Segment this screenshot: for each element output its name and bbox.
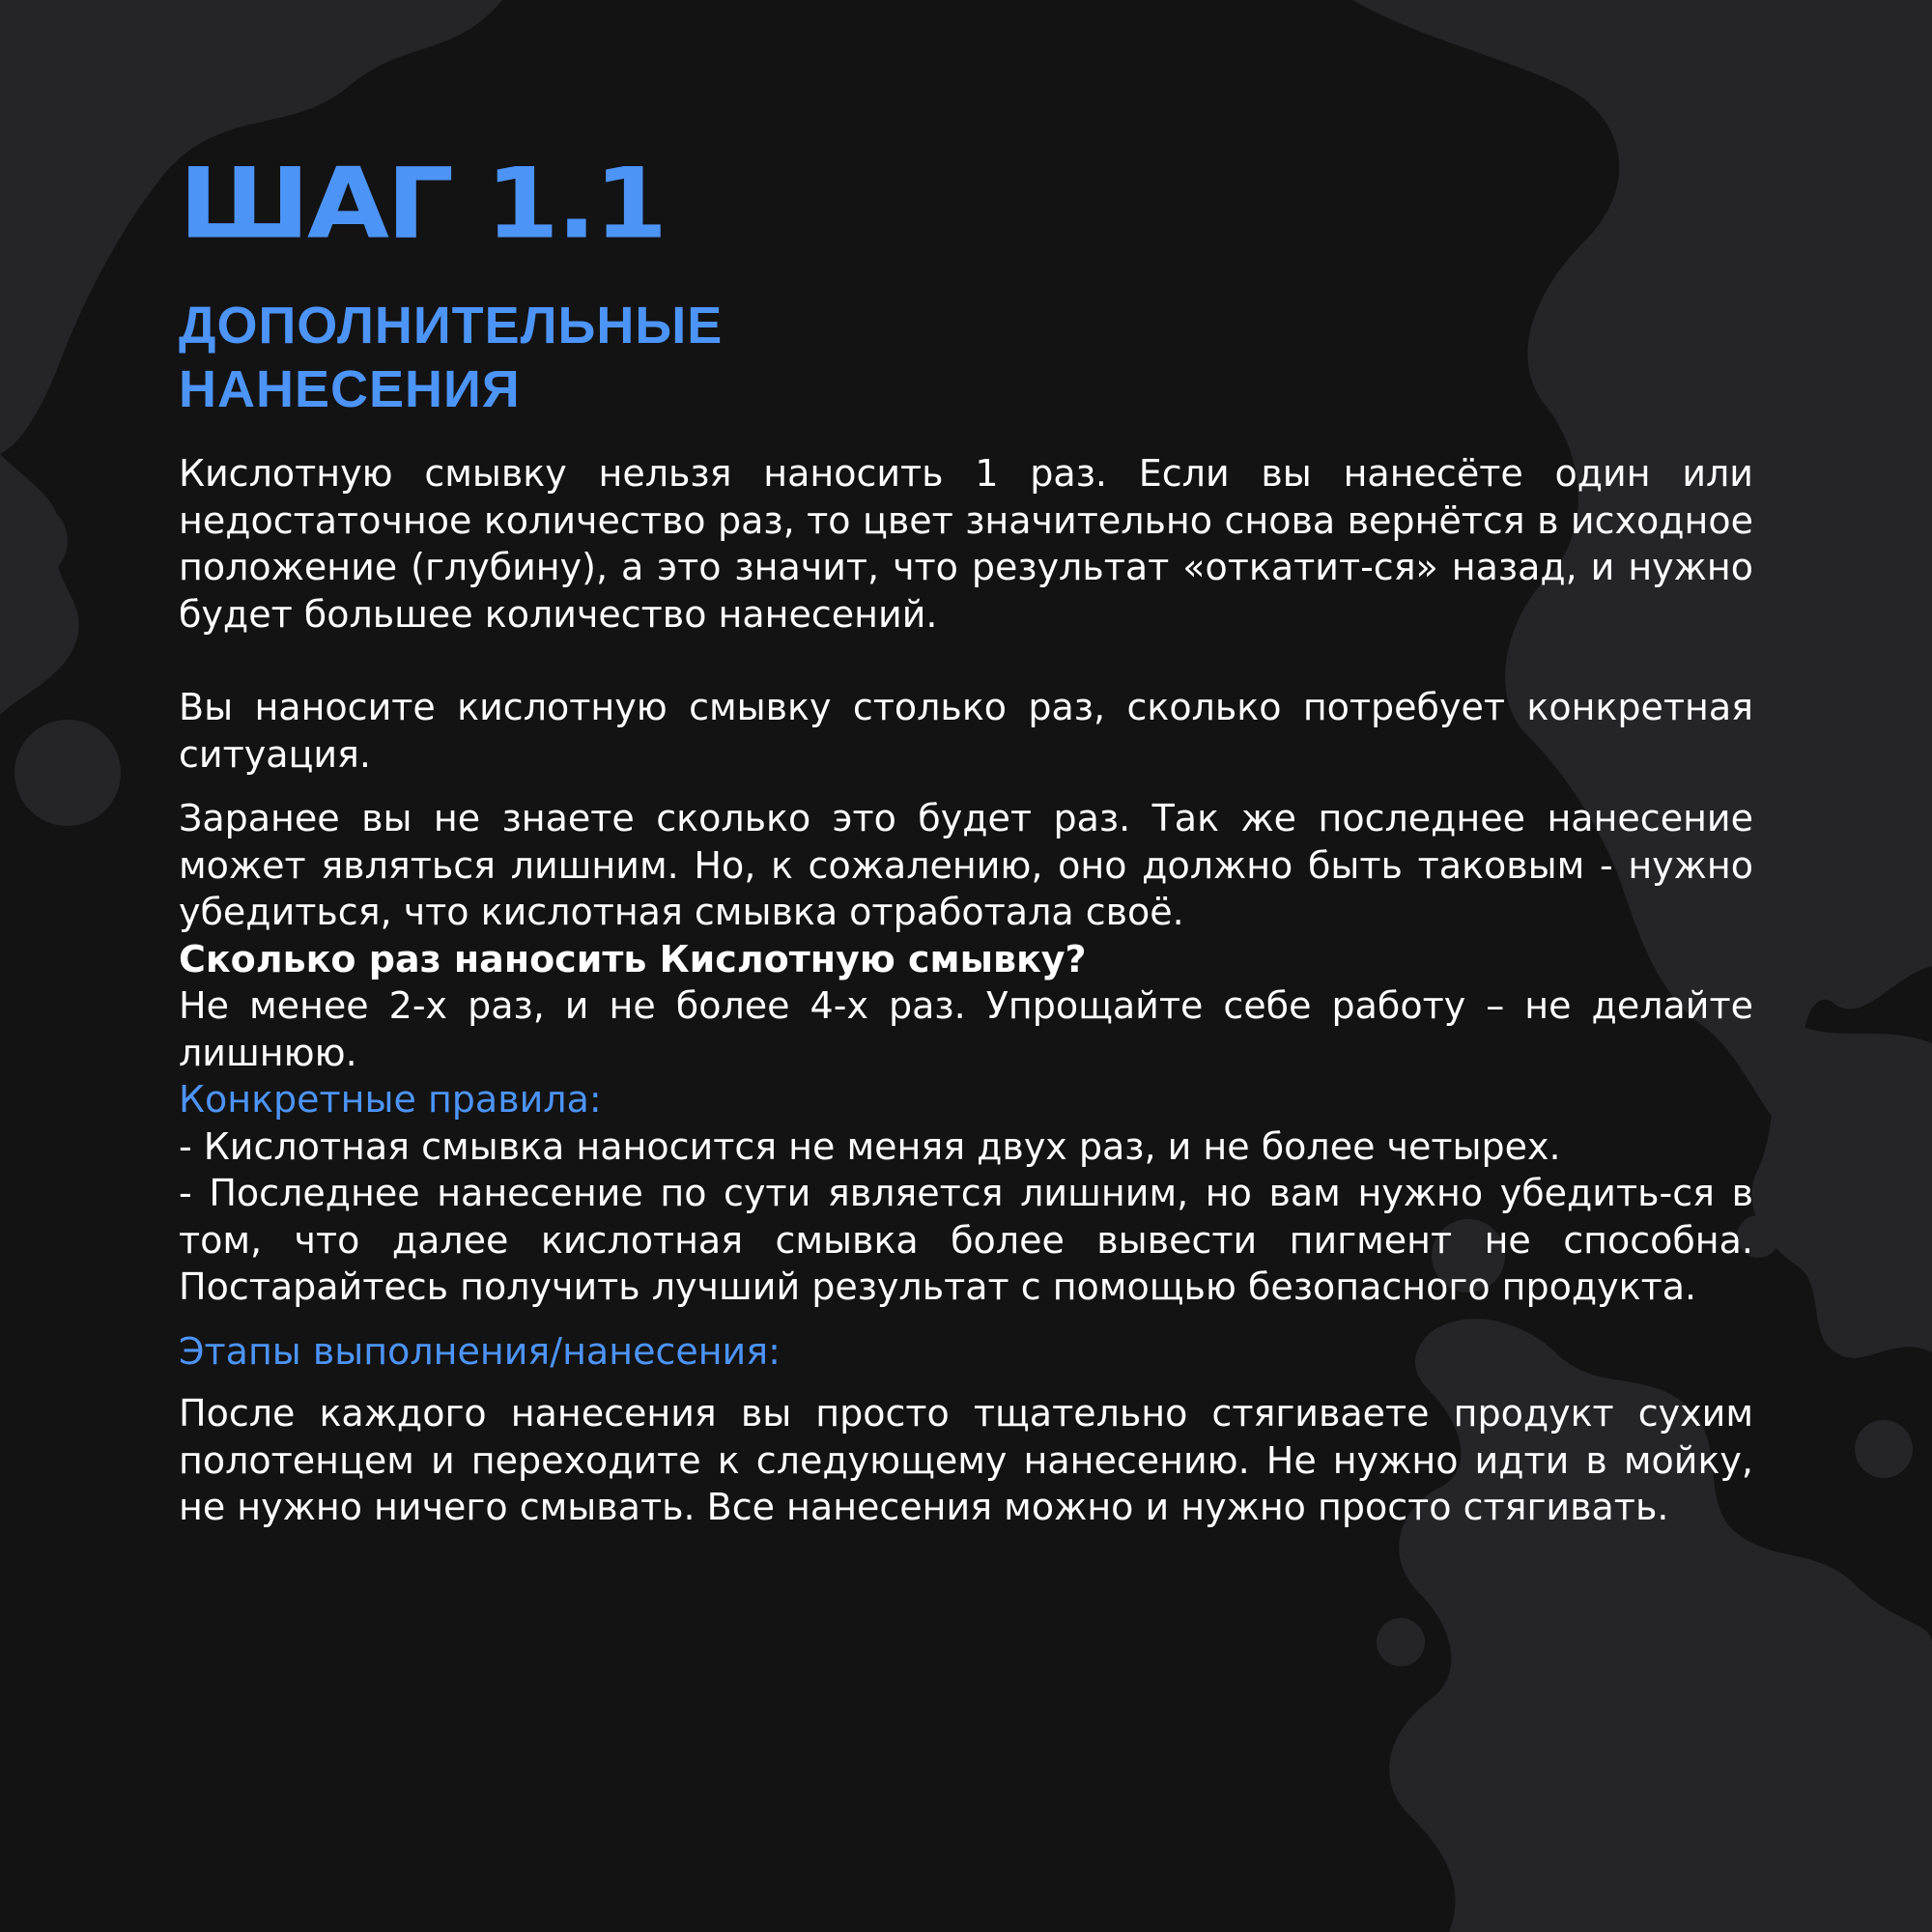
subtitle — [179, 294, 1753, 421]
rule-2: - Последнее нанесение по сути является лишним, но вам нужно убедить-ся в том, что далее кислотная смывка более вывести пигмент не способна. Постарайтесь получить лучший результат с помощью безопасного продукта. — [179, 1172, 1753, 1308]
subtitle-line-1: ДОПОЛНИТЕЛЬНЫЕ — [179, 297, 724, 355]
paragraph-2: Вы наносите кислотную смывку столько раз, сколько потребует конкретная ситуация. — [179, 686, 1753, 776]
subtitle-line-2: НАНЕСЕНИЯ — [179, 360, 521, 418]
rule-1: - Кислотная смывка наносится не меняя двух раз, и не более четырех. — [179, 1124, 1561, 1168]
answer-text: Не менее 2-х раз, и не более 4-х раз. Упрощайте себе работу – не делайте лишнюю. — [179, 984, 1753, 1074]
content — [179, 146, 1753, 1531]
question-heading: Сколько раз наносить Кислотную смывку? — [179, 937, 1087, 980]
rules-heading: Конкретные правила: — [179, 1078, 602, 1121]
stages-heading: Этапы выполнения/нанесения: — [179, 1329, 781, 1373]
paragraph-3: Заранее вы не знаете сколько это будет раз. Так же последнее нанесение может являться лишним. Но, к сожалению, оно должно быть таковым - нужно убедиться, что кислотная смывка отработала своё. — [179, 797, 1753, 933]
step-title: ШАГ 1.1 — [179, 146, 666, 261]
stages-text: После каждого нанесения вы просто тщательно стягиваете продукт сухим полотенцем и переходите к следующему нанесению. Не нужно идти в мойку, не нужно ничего смывать. Все нанесения можно и нужно просто стягивать. — [179, 1392, 1753, 1528]
paragraph-1: Кислотную смывку нельзя наносить 1 раз. Если вы нанесёте один или недостаточное количество раз, то цвет значительно снова вернётся в исходное положение (глубину), а это значит, что результат «откатит-ся» назад, и нужно будет большее количество нанесений. — [179, 452, 1753, 636]
